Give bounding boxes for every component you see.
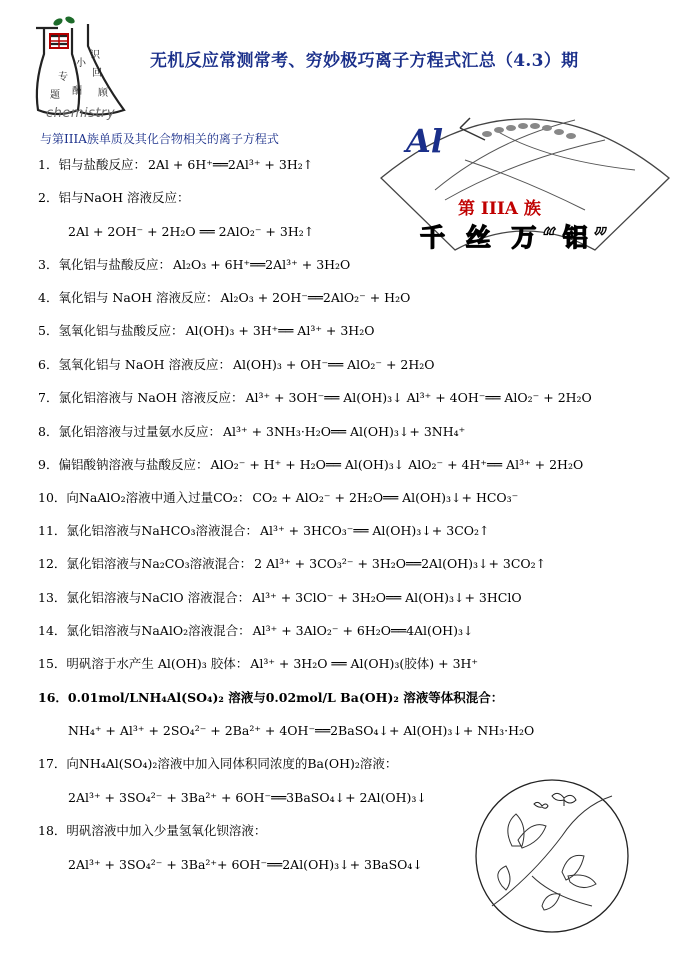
magnolia-butterfly-illustration-icon [472, 776, 632, 936]
item-number: 13． [38, 590, 67, 605]
ionic-equation: Al(OH)₃ + OH⁻══ AlO₂⁻ + 2H₂O [232, 357, 435, 372]
item-number: 10． [38, 490, 67, 505]
ionic-equation: Al³⁺ + 3AlO₂⁻ + 6H₂O══4Al(OH)₃↓ [252, 623, 474, 638]
item-number: 14． [38, 623, 67, 638]
equation-line [38, 823, 268, 839]
reaction-description: 氯化铝溶液与过量氨水反应： [58, 424, 221, 439]
equation-line [38, 690, 505, 706]
banner-element-symbol: Al [406, 122, 443, 160]
reaction-description: 氢氧化铝与盐酸反应： [58, 323, 184, 338]
equation-line [38, 623, 473, 639]
item-number: 18． [38, 823, 67, 838]
ionic-equation: 2Al³⁺ + 3SO₄²⁻ + 3Ba²⁺ + 6OH⁻══3BaSO₄↓+ 2Al(OH)₃↓ [68, 790, 427, 805]
item-number: 11． [38, 523, 67, 538]
equation-line [38, 290, 410, 306]
page-title: 无机反应常测常考、穷妙极巧离子方程式汇总（4.3）期 [150, 51, 579, 71]
logo-char-3: 专 [58, 72, 68, 83]
equation-line [38, 523, 490, 539]
reaction-description: 明矾溶液中加入少量氢氧化钡溶液： [66, 823, 267, 838]
item-number: 6． [38, 357, 59, 372]
item-number: 7． [38, 390, 59, 405]
reaction-description: 明矾溶于水产生 Al(OH)₃ 胶体： [66, 656, 249, 671]
reaction-description: 向NaAlO₂溶液中通入过量CO₂： [66, 490, 251, 505]
equation-line [38, 490, 518, 506]
ionic-equation: 2Al + 6H⁺══2Al³⁺ + 3H₂↑ [147, 157, 314, 172]
ionic-equation: Al₂O₃ + 2OH⁻══2AlO₂⁻ + H₂O [220, 290, 411, 305]
equation-line [38, 257, 350, 273]
reaction-description: 氯化铝溶液与NaHCO₃溶液混合： [66, 523, 259, 538]
equation-line [38, 556, 546, 572]
equation-line [38, 390, 592, 406]
ionic-equation: Al³⁺ + 3H₂O ══ Al(OH)₃(胶体) + 3H⁺ [250, 656, 479, 671]
equation-line [66, 723, 534, 739]
reaction-description: 铝与NaOH 溶液反应： [58, 190, 190, 205]
item-number: 9． [38, 457, 59, 472]
ionic-equation: 2Al³⁺ + 3SO₄²⁻ + 3Ba²⁺+ 6OH⁻══2Al(OH)₃↓+ 3BaSO₄↓ [68, 857, 423, 872]
equation-line [38, 424, 465, 440]
equation-line [38, 357, 435, 373]
ionic-equation: Al³⁺ + 3NH₃·H₂O══ Al(OH)₃↓+ 3NH₄⁺ [222, 424, 466, 439]
reaction-description: 氯化铝溶液与NaAlO₂溶液混合： [66, 623, 251, 638]
banner-group-label: 第 IIIA 族 [458, 199, 541, 219]
reaction-description: 氧化铝与盐酸反应： [58, 257, 171, 272]
ionic-equation: 2 Al³⁺ + 3CO₃²⁻ + 3H₂O══2Al(OH)₃↓+ 3CO₂↑ [254, 556, 547, 571]
logo-char-1: 小 [76, 58, 86, 69]
item-number: 2． [38, 190, 59, 205]
item-number: 16． [38, 690, 68, 705]
ionic-equation: Al³⁺ + 3OH⁻══ Al(OH)₃↓ Al³⁺ + 4OH⁻══ AlO₂⁻ + 2H₂O [245, 390, 592, 405]
ionic-equation: Al³⁺ + 3ClO⁻ + 3H₂O══ Al(OH)₃↓+ 3HClO [252, 590, 522, 605]
banner-motto: 千 丝 万“铝” [420, 223, 615, 252]
item-number: 1． [38, 157, 59, 172]
reaction-description: 0.01mol/LNH₄Al(SO₄)₂ 溶液与0.02mol/L Ba(OH)₂ 溶液等体积混合： [67, 690, 504, 705]
item-number: 8． [38, 424, 59, 439]
logo-caption: chemistry [46, 106, 116, 121]
equation-line [38, 157, 313, 173]
ionic-equation: CO₂ + AlO₂⁻ + 2H₂O══ Al(OH)₃↓+ HCO₃⁻ [252, 490, 519, 505]
item-number: 15． [38, 656, 67, 671]
ionic-equation: Al(OH)₃ + 3H⁺══ Al³⁺ + 3H₂O [185, 323, 375, 338]
equation-line [38, 323, 374, 339]
logo-char-5: 题 [50, 90, 60, 101]
reaction-description: 氢氧化铝与 NaOH 溶液反应： [58, 357, 231, 372]
logo-char-2: 识 [90, 50, 100, 61]
item-number: 12． [38, 556, 67, 571]
equation-line [38, 756, 399, 772]
equation-line [38, 656, 478, 672]
ionic-equation: 2Al + 2OH⁻ + 2H₂O ══ 2AlO₂⁻ + 3H₂↑ [68, 224, 315, 239]
logo-char-7: 酬 [72, 86, 82, 97]
reaction-description: 氯化铝溶液与NaClO 溶液混合： [66, 590, 251, 605]
item-number: 3． [38, 257, 59, 272]
ionic-equation: Al³⁺ + 3HCO₃⁻══ Al(OH)₃↓+ 3CO₂↑ [260, 523, 490, 538]
equation-line [66, 857, 423, 873]
logo-char-4: 回 [92, 68, 102, 79]
item-number: 5． [38, 323, 59, 338]
reaction-description: 氯化铝溶液与Na₂CO₃溶液混合： [66, 556, 253, 571]
equation-line [66, 790, 427, 806]
section-subtitle: 与第IIIA族单质及其化合物相关的离子方程式 [40, 132, 279, 146]
reaction-description: 向NH₄Al(SO₄)₂溶液中加入同体积同浓度的Ba(OH)₂溶液： [66, 756, 398, 771]
logo-char-6: 顾 [98, 88, 108, 99]
equation-line [38, 457, 583, 473]
reaction-description: 铝与盐酸反应： [58, 157, 146, 172]
item-number: 17． [38, 756, 67, 771]
reaction-description: 偏铝酸钠溶液与盐酸反应： [58, 457, 209, 472]
equation-line [38, 190, 191, 206]
reaction-description: 氯化铝溶液与 NaOH 溶液反应： [58, 390, 244, 405]
equation-line [66, 224, 314, 240]
equation-line [38, 590, 522, 606]
ionic-equation: AlO₂⁻ + H⁺ + H₂O══ Al(OH)₃↓ AlO₂⁻ + 4H⁺══ Al³⁺ + 2H₂O [210, 457, 584, 472]
reaction-description: 氧化铝与 NaOH 溶液反应： [58, 290, 219, 305]
ionic-equation: Al₂O₃ + 6H⁺══2Al³⁺ + 3H₂O [172, 257, 351, 272]
ionic-equation: NH₄⁺ + Al³⁺ + 2SO₄²⁻ + 2Ba²⁺ + 4OH⁻══2BaSO₄↓+ Al(OH)₃↓+ NH₃·H₂O [68, 723, 535, 738]
item-number: 4． [38, 290, 59, 305]
